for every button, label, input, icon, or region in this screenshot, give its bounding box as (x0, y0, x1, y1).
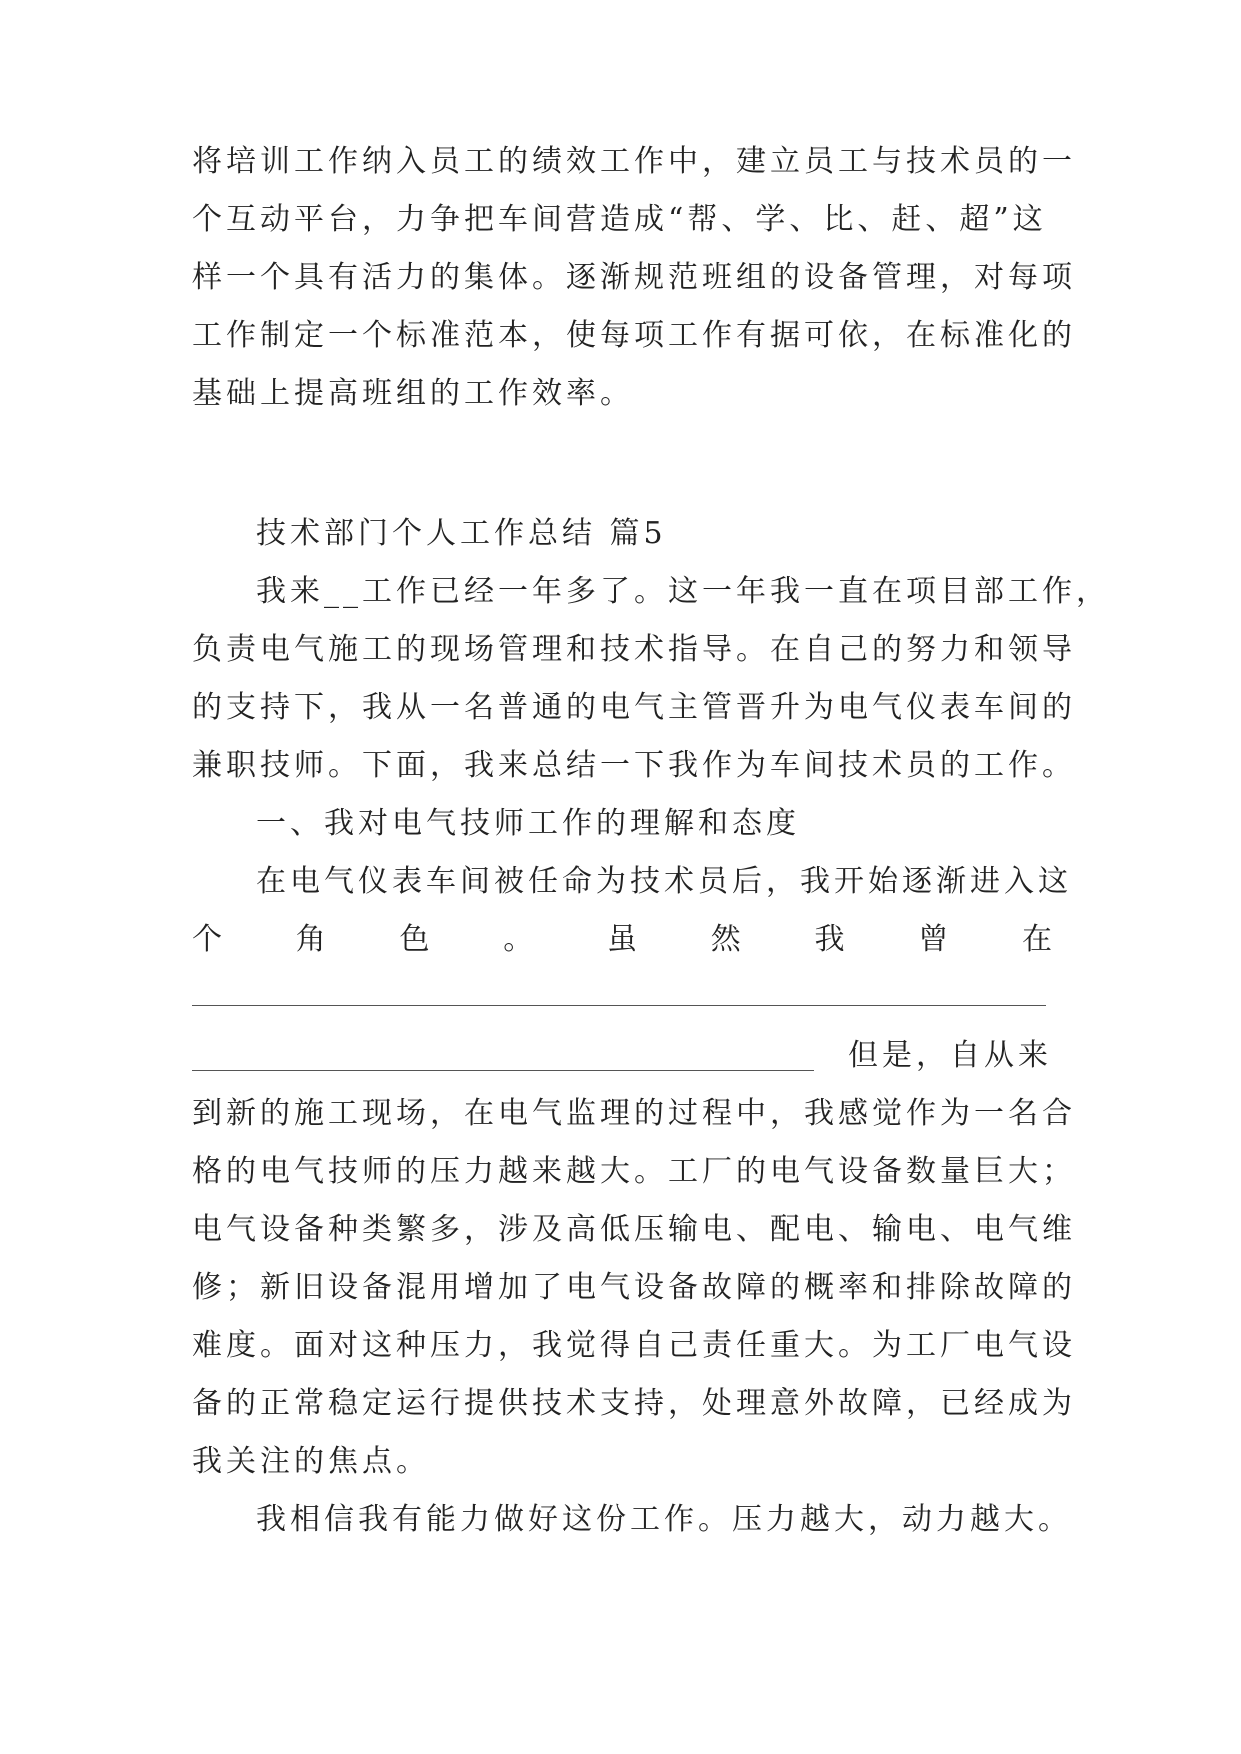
paragraph-line: 难度。面对这种压力，我觉得自己责任重大。为工厂电气设 (192, 1328, 1076, 1363)
fill-in-blank-line (192, 1005, 1046, 1006)
spread-char: 然 (710, 922, 741, 957)
paragraph-line: 在电气仪表车间被任命为技术员后，我开始逐渐进入这 (256, 864, 1072, 899)
paragraph-line: 格的电气技师的压力越来越大。工厂的电气设备数量巨大； (192, 1154, 1076, 1189)
paragraph-line: 电气设备种类繁多，涉及高低压输电、配电、输电、电气维 (192, 1212, 1076, 1247)
paragraph-line: 我来__工作已经一年多了。这一年我一直在项目部工作， (256, 574, 1110, 609)
paragraph-line: 工作制定一个标准范本，使每项工作有据可依，在标准化的 (192, 318, 1076, 353)
paragraph-line: 将培训工作纳入员工的绩效工作中，建立员工与技术员的一 (192, 144, 1076, 179)
paragraph-line: 负责电气施工的现场管理和技术指导。在自己的努力和领导 (192, 632, 1076, 667)
paragraph-line: 我关注的焦点。 (192, 1444, 430, 1479)
paragraph-line: 备的正常稳定运行提供技术支持，处理意外故障，已经成为 (192, 1386, 1076, 1421)
paragraph-line-tail: 但是，自从来 (848, 1038, 1052, 1073)
fill-in-blank-line (192, 1070, 814, 1071)
paragraph-line: 个互动平台，力争把车间营造成“帮、学、比、赶、超”这 (192, 202, 1047, 237)
paragraph-line: 到新的施工现场，在电气监理的过程中，我感觉作为一名合 (192, 1096, 1076, 1131)
spread-char: 曾 (918, 922, 949, 957)
spread-char: 。 (503, 922, 534, 957)
subheading: 一、我对电气技师工作的理解和态度 (256, 806, 800, 841)
spread-char: 个 (192, 922, 222, 957)
spread-char: 在 (1022, 922, 1052, 957)
paragraph-line: 基础上提高班组的工作效率。 (192, 376, 634, 411)
paragraph-line: 修；新旧设备混用增加了电气设备故障的概率和排除故障的 (192, 1270, 1076, 1305)
paragraph-line: 兼职技师。下面，我来总结一下我作为车间技术员的工作。 (192, 748, 1076, 783)
spread-char: 角 (295, 922, 326, 957)
spread-char: 色 (399, 922, 430, 957)
justified-line (192, 920, 1052, 960)
spread-char: 我 (814, 922, 845, 957)
section-title: 技术部门个人工作总结 篇5 (256, 516, 667, 551)
paragraph-line: 的支持下，我从一名普通的电气主管晋升为电气仪表车间的 (192, 690, 1076, 725)
paragraph-line: 样一个具有活力的集体。逐渐规范班组的设备管理，对每项 (192, 260, 1076, 295)
spread-char: 虽 (607, 922, 637, 957)
paragraph-line: 我相信我有能力做好这份工作。压力越大，动力越大。 (256, 1502, 1072, 1537)
